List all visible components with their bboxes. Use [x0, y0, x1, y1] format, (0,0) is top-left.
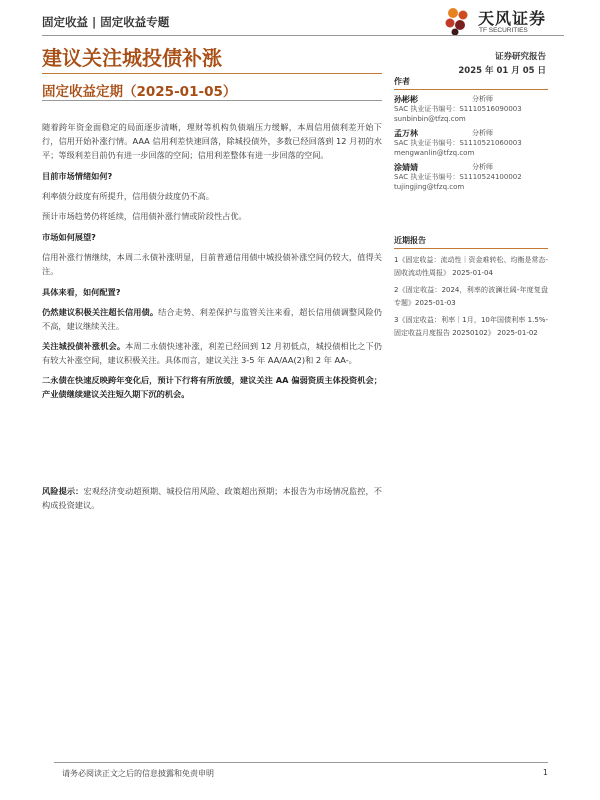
author-role: 分析师: [472, 95, 493, 103]
report-type: 证券研究报告: [494, 52, 546, 62]
author-license: SAC 执业证书编号：S1110524100002: [394, 173, 522, 181]
section-heading-sentiment: 目前市场情绪如何?: [42, 171, 113, 181]
recent-report-link[interactable]: 1《固定收益：流动性｜资金难转松、均衡是常态-固收流动性周报》 2025-01-04: [394, 256, 548, 277]
allocation-point-1: 仍然建议积极关注超长信用债。: [42, 307, 159, 317]
author-card: [394, 162, 548, 192]
author-license: SAC 执业证书编号：S1110521060003: [394, 139, 522, 147]
author-name: 孟万林: [394, 129, 418, 138]
risk-text: 宏观经济变动超预期、城投信用风险、政策超出预期；本报告为市场情况监控，不构成投资建议。: [42, 486, 382, 510]
logo-text: 天风证券: [478, 9, 547, 28]
authors-heading: 作者: [394, 76, 548, 90]
logo-icon: [442, 6, 472, 36]
recent-report-link[interactable]: 3《固定收益：利率｜1月，10年国债利率 1.5%-固定收益月度报告 20250102》 2025-01-02: [394, 316, 548, 337]
report-title: 建议关注城投债补涨: [42, 46, 222, 70]
recent-reports-heading: 近期报告: [394, 235, 548, 249]
report-category: 固定收益 | 固定收益专题: [42, 15, 170, 29]
author-email[interactable]: sunbinbin@tfzq.com: [394, 114, 466, 123]
company-logo: [442, 6, 562, 36]
recent-reports-panel: [394, 235, 548, 339]
author-name: 涂婧婧: [394, 163, 418, 172]
report-subtitle: 固定收益定期（2025-01-05）: [42, 84, 237, 100]
intro-paragraph: 随着跨年资金面稳定的局面逐步清晰，理财等机构负债端压力缓解，本周信用债利差开始下行，信用开始补涨行情。AAA 信用利差快速回落，除城投债外，多数已经回落到 12 月初的水平；等级利差目前仍有进一步回落的空间；信用利差整体有进一步回落的空间。: [42, 122, 382, 160]
title-divider: [42, 73, 382, 74]
subtitle-divider: [42, 100, 382, 101]
footer-divider: [54, 762, 548, 763]
sentiment-paragraph-1: 利率债分歧度有所提升，信用债分歧度仍不高。: [42, 191, 214, 201]
allocation-text-2: 本周二永债快速补涨，利差已经回到 12 月初低点，城投债相比之下仍有较大补涨空间，建议积极关注。具体而言，建议关注 3-5 年 AA/AA(2)和 2 年 AA-。: [42, 341, 382, 365]
allocation-paragraph-3: 二永债在快速反映跨年变化后，预计下行将有所放缓，建议关注 AA 偏弱资质主体投资机会；产业债继续建议关注短久期下沉的机会。: [42, 375, 382, 399]
author-role: 分析师: [472, 129, 493, 137]
logo-text-en: TF SECURITIES: [479, 27, 528, 34]
allocation-paragraph-1: [42, 305, 382, 333]
header-divider: [42, 35, 564, 36]
section-heading-outlook: 市场如何展望?: [42, 232, 96, 242]
author-email[interactable]: tujingjing@tfzq.com: [394, 182, 465, 191]
risk-label: 风险提示：: [42, 486, 84, 496]
footer-disclaimer: 请务必阅读正文之后的信息披露和免责申明: [62, 769, 214, 778]
author-name: 孙彬彬: [394, 95, 418, 104]
author-email[interactable]: mengwanlin@tfzq.com: [394, 148, 475, 157]
sentiment-paragraph-2: 预计市场趋势仍将延续，信用债补涨行情或阶段性占优。: [42, 211, 247, 221]
page-number: 1: [542, 768, 548, 777]
author-role: 分析师: [472, 163, 493, 171]
author-card: [394, 94, 548, 124]
main-content: [42, 120, 382, 401]
authors-panel: [394, 76, 548, 192]
section-heading-allocation: 具体来看，如何配置?: [42, 287, 121, 297]
allocation-text-1: 结合走势、利差保护与监管关注来看，超长信用债调整风险仍不高，建议继续关注。: [42, 307, 382, 331]
author-card: [394, 128, 548, 158]
allocation-point-2: 关注城投债补涨机会。: [42, 341, 126, 351]
recent-report-link[interactable]: 2《固定收益：2024，利率的波澜壮阔-年度复盘专题》2025-01-03: [394, 286, 548, 307]
report-date: 2025 年 01 月 05 日: [458, 66, 546, 76]
allocation-paragraph-2: [42, 339, 382, 367]
outlook-paragraph: 信用补涨行情继续，本周二永债补涨明显，目前普通信用债中城投债补涨空间仍较大，值得关注。: [42, 252, 382, 276]
risk-warning: [42, 484, 382, 512]
author-license: SAC 执业证书编号：S1110516090003: [394, 105, 522, 113]
